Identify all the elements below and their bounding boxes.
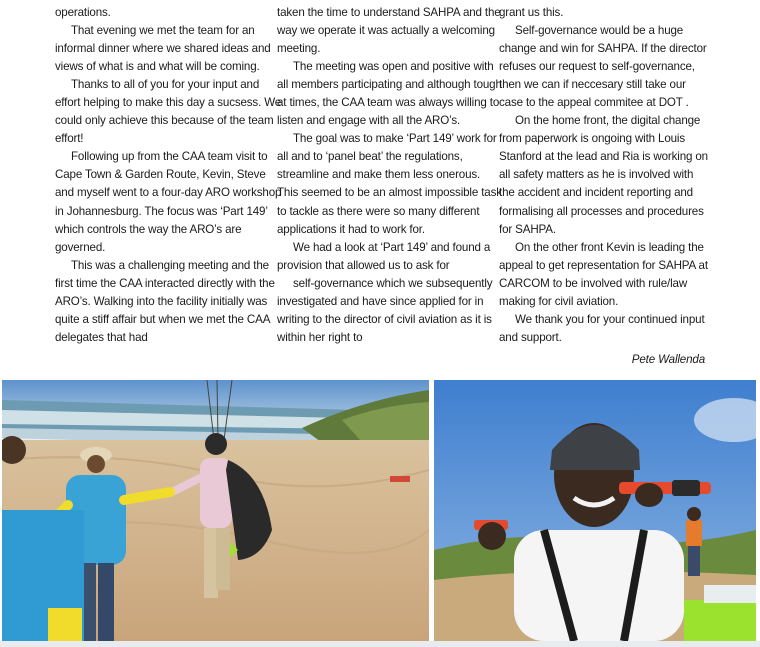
paragraph: self-governance which we subsequently investigated and have since applied for in writing to the director of civil aviation as it is within her right to	[277, 276, 493, 344]
paragraph: Thanks to all of you for your input and effort helping to make this day a sucsess. We could only achieve this because of the team effort!	[55, 78, 282, 146]
paragraph: The goal was to make ‘Part 149’ work for all and to ‘panel beat’ the regulations, streamline and make them less onerous. This seemed to be an almost impossible task to tackle as there were so many different applications it had to work for.	[277, 132, 502, 236]
author-signature: Pete Wallenda	[631, 352, 705, 366]
paragraph: This was a challenging meeting and the first time the CAA interacted directly with the ARO’s. Walking into the facility initially was quite a stiff affair but when we met the CAA delegates that had	[55, 258, 275, 344]
paragraph: On the home front, the digital change from paperwork is ongoing with Louis Stanford at the lead and Ria is working on all safety matters as he is involved with the accident and incident reporting and formalising all processes and procedures for SAHPA.	[499, 114, 708, 236]
paragraph: taken the time to understand SAHPA and the way we operate it was actually a welcoming meeting.	[277, 6, 501, 56]
paragraph: The meeting was open and positive with all members participating and although tough at times, the CAA team was always willing to listen and engage with all the ARO’s.	[277, 60, 502, 128]
paragraph: operations.	[55, 6, 111, 19]
article-column-2	[277, 4, 503, 347]
paragraph: On the other front Kevin is leading the appeal to get representation for SAHPA at CARCOM to be involved with rule/law making for civil aviation.	[499, 240, 708, 308]
photo-beach-launch	[2, 380, 429, 641]
paragraph: grant us this.	[499, 6, 564, 19]
paragraph: We had a look at ‘Part 149’ and found a provision that allowed us to ask for	[277, 240, 491, 272]
page-bottom-edge	[0, 641, 760, 647]
photo-smiling-pilot	[434, 380, 756, 641]
helmet-icon	[205, 433, 227, 455]
article-column-3	[499, 4, 711, 369]
paragraph: We thank you for your continued input and support.	[499, 312, 705, 344]
paragraph: Following up from the CAA team visit to Cape Town & Garden Route, Kevin, Steve and myself went to a four-day ARO workshop in Johannesburg. The focus was ‘Part 149’ which controls the way the ARO’s are governed.	[55, 150, 282, 254]
smiling-pilot-illustration	[434, 380, 756, 641]
beach-launch-illustration	[2, 380, 429, 641]
paragraph: That evening we met the team for an informal dinner where we shared ideas and views of what is and what will be coming.	[55, 24, 271, 74]
paragraph: Self-governance would be a huge change and win for SAHPA. If the director refuses our request to self-governance, then we can if neccesary still take our case to the appeal commitee at DOT .	[499, 24, 707, 110]
article-column-1	[55, 4, 287, 347]
